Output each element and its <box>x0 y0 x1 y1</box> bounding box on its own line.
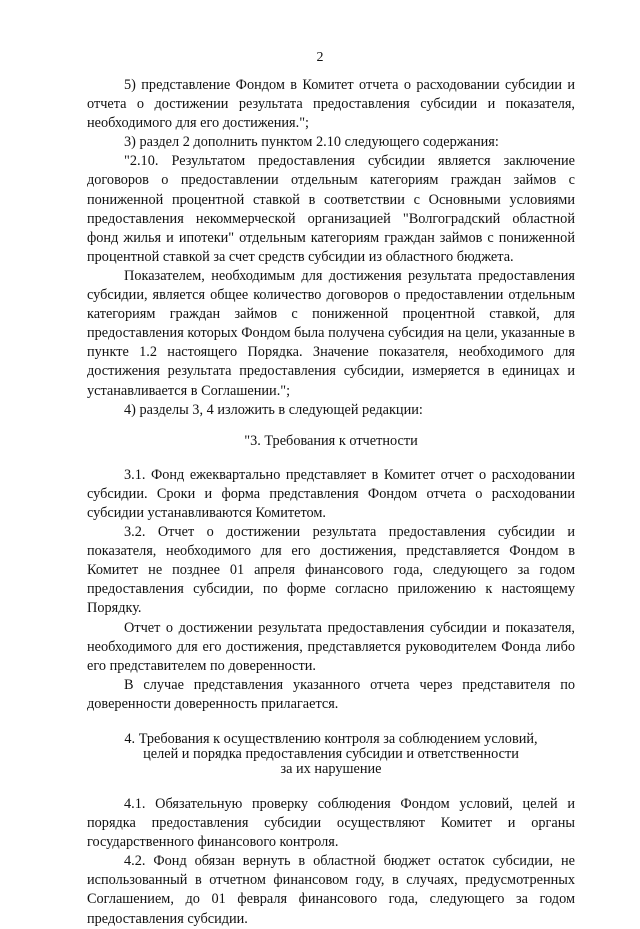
paragraph-4-2: 4.2. Фонд обязан вернуть в областной бюджет остаток субсидии, не использованный в отчетном финансовом году, в случаях, предусмотренных Соглашением, до 01 февраля финансового года, следующего за годом предоставления субсидии. <box>87 853 575 927</box>
section-4-title-line: 4. Требования к осуществлению контроля за соблюдением условий, <box>124 731 538 747</box>
paragraph-power-of-attorney: В случае представления указанного отчета через представителя по доверенности доверенность прилагается. <box>87 676 575 712</box>
paragraph-2-10: "2.10. Результатом предоставления субсидии является заключение договоров о предоставлении отдельным категориям граждан займов с пониженной процентной ставкой в соответствии с Основными условиями предоставления некоммерческой организацией "Волгоградский областной фонд жилья и ипотеки" отдельным категориям граждан займов с пониженной процентной ставкой за счет средств субсидии из областного бюджета. <box>87 153 575 265</box>
paragraph-3-1: 3.1. Фонд ежеквартально представляет в Комитет отчет о расходовании субсидии. Сроки и форма представления Фондом отчета о расходовании субсидии устанавливаются Комитетом. <box>87 466 575 521</box>
section-4-title-line: целей и порядка предоставления субсидии и ответственности <box>143 746 519 762</box>
document-body <box>87 76 575 929</box>
paragraph-item-4-amend: 4) разделы 3, 4 изложить в следующей редакции: <box>124 401 423 418</box>
paragraph-report-signer: Отчет о достижении результата предоставления субсидии и показателя, необходимого для его достижения, представляется руководителем Фонда либо его представителем по доверенности. <box>87 619 575 674</box>
section-3-title: "3. Требования к отчетности <box>244 432 418 449</box>
paragraph-item-3-amend: 3) раздел 2 дополнить пунктом 2.10 следующего содержания: <box>124 134 499 151</box>
paragraph-4-1: 4.1. Обязательную проверку соблюдения Фондом условий, целей и порядка предоставления субсидии осуществляют Комитет и органы государственного финансового контроля. <box>87 796 575 851</box>
page-number: 2 <box>316 50 324 65</box>
paragraph-3-2: 3.2. Отчет о достижении результата предоставления субсидии и показателя, необходимого для его достижения, представляется Фондом в Комитет не позднее 01 апреля финансового года, следующего за годом предоставления субсидии, по форме согласно приложению к настоящему Порядку. <box>87 524 575 617</box>
section-4-title-line: за их нарушение <box>280 761 382 777</box>
paragraph-item-5: 5) представление Фондом в Комитет отчета о расходовании субсидии и отчета о достижении результата предоставления субсидии и показателя, необходимого для его достижения."; <box>87 77 575 132</box>
paragraph-indicator: Показателем, необходимым для достижения результата предоставления субсидии, является общее количество договоров о предоставлении отдельным категориям граждан займов с пониженной процентной ставкой, для предоставления которых Фондом была получена субсидия на цели, указанные в пункте 1.2 настоящего Порядка. Значение показателя, необходимого для достижения результата предоставления субсидии, измеряется в единицах и устанавливается в Соглашении."; <box>87 267 575 399</box>
section-4-title <box>87 732 575 777</box>
